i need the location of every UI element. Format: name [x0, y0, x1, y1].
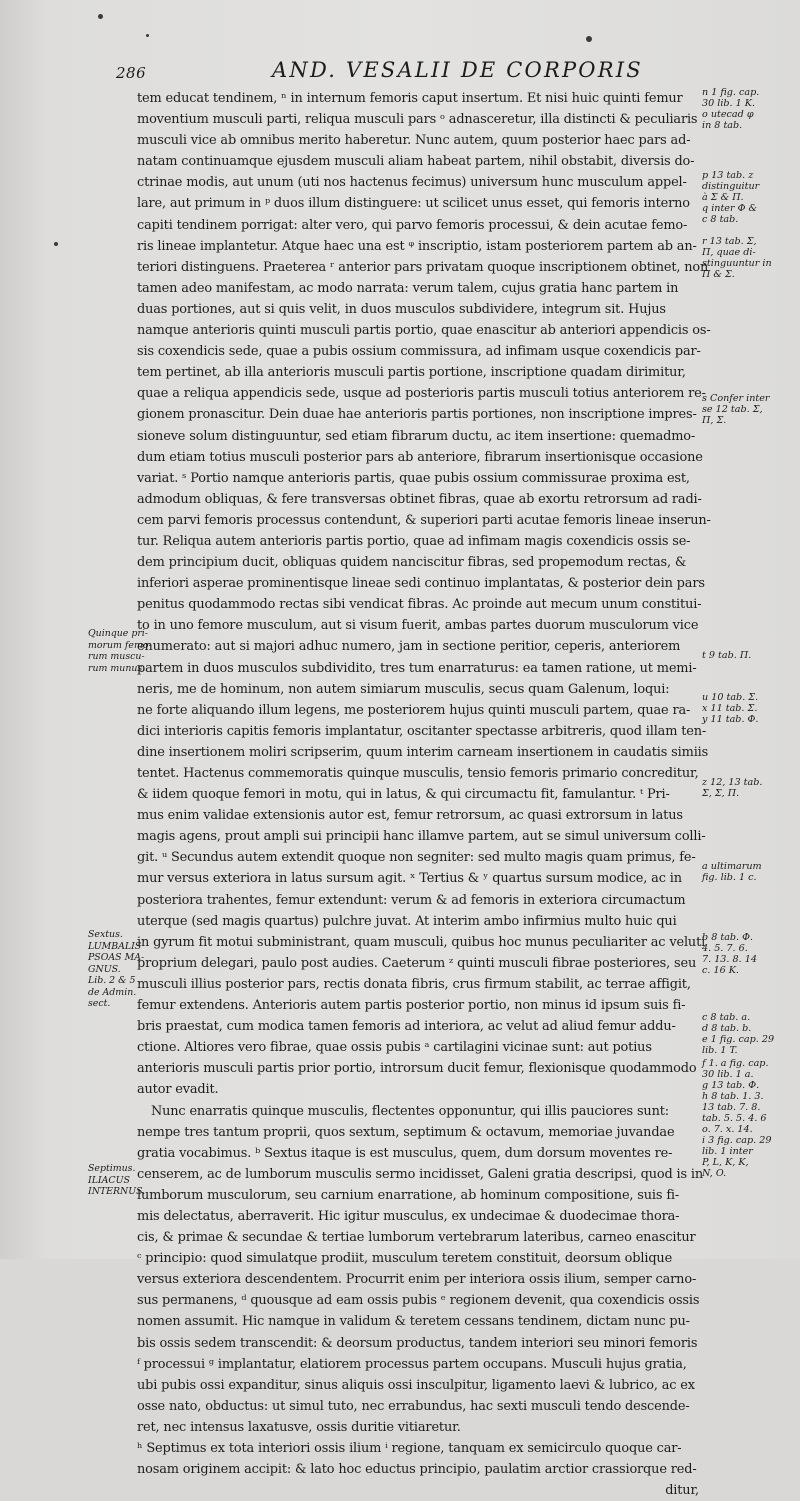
margin-note [702, 932, 796, 976]
text-line: osse nato, obductus: ut simul tuto, nec errabundus, hac sexti musculi tendo descende- [137, 1398, 690, 1414]
margin-note-line: PSOAS MA- [88, 952, 145, 963]
text-line: anterioris musculi partis prior portio, introrsum ducit femur, flexionisque quodammodo [137, 1061, 697, 1077]
text-line: ʰ Septimus ex tota interiori ossis ilium ⁱ regione, tanquam ex semicirculo quoque car- [137, 1441, 682, 1456]
text-line: sus permanens, ᵈ quousque ad eam ossis pubis ᵉ regionem devenit, qua coxendicis ossis [137, 1293, 700, 1309]
margin-note-line: 4. 5. 7. 6. [702, 943, 748, 954]
margin-note-line: b 8 tab. Φ. [702, 932, 754, 943]
text-line: nomen assumit. Hic namque in validum & teretem cessans tendinem, dictam nunc pu- [137, 1314, 690, 1330]
text-line: variat. ˢ Portio namque anterioris partis, quae pubis ossium commissurae proxima est, [137, 470, 690, 486]
margin-note-line: y 11 tab. Φ. [702, 714, 759, 725]
margin-note-line: o. 7. x. 14. [702, 1124, 753, 1135]
margin-note-line: de Admin. [88, 986, 137, 998]
margin-note-line: Quinque pri- [88, 628, 148, 639]
margin-note-line: Π, quae di- [702, 247, 756, 258]
margin-note-line: rum muscu- [88, 651, 145, 662]
text-line: uterque (sed magis quartus) pulchre juvat. At interim ambo infirmius multo huic qui [137, 913, 677, 929]
text-line: ris lineae implantetur. Atque haec una est ᵠ inscriptio, istam posteriorem partem ab an- [137, 238, 697, 254]
margin-note-line: Septimus. [88, 1163, 136, 1174]
text-line: to in uno femore musculum, aut si visum fuerit, ambas partes duorum musculorum vice [137, 618, 699, 634]
text-line: penitus quodammodo rectas sibi vendicat fibras. Ac proinde aut mecum unum constitui- [137, 597, 702, 613]
text-line: in gyrum fit motui subministrant, quam musculi, quibus hoc munus peculiariter ac veluti [137, 934, 706, 950]
text-line: admodum obliquas, & fere transversas obtinet fibras, quae ab exortu retrorsum ad radi- [137, 491, 702, 507]
ink-spot [146, 34, 149, 37]
margin-note-line: i 3 fig. cap. 29 [702, 1135, 772, 1146]
margin-note [702, 1012, 796, 1056]
text-line: Nunc enarratis quinque musculis, flectentes opponuntur, qui illis pauciores sunt: [151, 1103, 669, 1119]
text-line: sis coxendicis sede, quae a pubis ossium commissura, ad infimam usque coxendicis par- [137, 344, 701, 360]
text-line: teriori distinguens. Praeterea ʳ anterior pars privatam quoque inscriptionem obtinet, non [137, 259, 709, 275]
ink-spot [586, 36, 592, 42]
text-line: cem parvi femoris processus contendunt, & superiori parti acutae femoris lineae inserun- [137, 512, 711, 528]
text-line: tentet. Hactenus commemoratis quinque musculis, tensio femoris primario concreditur, [137, 766, 699, 781]
margin-note-line: sect. [88, 998, 111, 1009]
text-line: duas portiones, aut si quis velit, in duos musculos subdividere, integrum sit. Hujus [137, 301, 666, 317]
margin-note-line: c 8 tab. a. [702, 1012, 751, 1023]
text-line: ᶠ processui ᵍ implantatur, elatiorem processus partem occupans. Musculi hujus gratia, [137, 1356, 687, 1372]
page-number: 286 [116, 64, 147, 82]
text-line: dum etiam totius musculi posterior pars ab anteriore, fibrarum insertionisque occasione [137, 449, 703, 465]
margin-note-line: 30 lib. 1 a. [702, 1069, 754, 1080]
margin-note-line: r 13 tab. Σ, [702, 236, 757, 247]
text-line: tem educat tendinem, ⁿ in internum femoris caput insertum. Et nisi huic quinti femur [137, 91, 683, 106]
margin-note [702, 692, 796, 725]
body-text [137, 88, 711, 1501]
margin-note-line: 13 tab. 7. 8. [702, 1102, 761, 1113]
text-line: capiti tendinem porrigat: alter vero, qui parvo femoris processui, & dein acutae femo- [137, 217, 688, 233]
margin-note-line: GNUS. [88, 963, 121, 975]
text-line: nempe tres tantum proprii, quos sextum, septimum & octavum, memoriae juvandae [137, 1124, 675, 1140]
margin-note-line: lib. 1 T. [702, 1045, 738, 1056]
text-line: mis delectatus, aberraverit. Hic igitur musculus, ex undecimae & duodecimae thora- [137, 1208, 680, 1224]
margin-note-line: c 8 tab. [702, 214, 739, 225]
margin-note [702, 861, 796, 883]
text-line: ditur, [665, 1483, 699, 1499]
text-line: ᶜ principio: quod simulatque prodiit, musculum teretem constituit, deorsum oblique [137, 1251, 673, 1267]
text-line: ne forte aliquando illum legens, me posteriorem hujus quinti musculi partem, quae ra- [137, 702, 691, 718]
margin-note-line: P, L, K, K, [702, 1157, 749, 1168]
text-line: ret, nec intensus laxatusve, ossis duritie vitiaretur. [137, 1419, 461, 1435]
text-line: quae a reliqua appendicis sede, usque ad posterioris partis musculi totius anteriorem re- [137, 386, 706, 402]
margin-note-line: f 1. a fig. cap. [702, 1058, 769, 1069]
margin-note-line: a ultimarum [702, 861, 762, 872]
margin-note-line: tab. 5. 5. 4. 6 [702, 1113, 767, 1124]
margin-note-line: s Confer inter [702, 393, 770, 404]
margin-note-line: stinguuntur in [702, 258, 772, 269]
text-line: lumborum musculorum, seu carnium enarratione, ab hominum compositione, suis fi- [137, 1187, 680, 1203]
margin-note-line: o utecad φ [702, 109, 754, 120]
text-line: dine insertionem moliri scripserim, quum interim carneam insertionem in caudatis simiis [137, 744, 709, 760]
margin-note-line: INTERNUS. [88, 1186, 146, 1197]
margin-note-line: morum femo- [88, 639, 152, 651]
text-line: namque anterioris quinti musculi partis portio, quae enascitur ab anteriori appendicis os- [137, 323, 711, 339]
margin-note [702, 650, 796, 661]
text-line: git. ᵘ Secundus autem extendit quoque non segniter: sed multo magis quam primus, fe- [137, 850, 696, 866]
margin-note-line: d 8 tab. b. [702, 1023, 752, 1034]
margin-note [702, 1058, 796, 1179]
text-line: tem pertinet, ab illa anterioris musculi partis portione, inscriptione quadam dirimitur, [137, 365, 686, 381]
ink-spot [54, 242, 58, 246]
text-line: cis, & primae & secundae & tertiae lumborum vertebrarum lateribus, carneo enascitur [137, 1230, 696, 1246]
margin-note-line: distinguitur [702, 181, 760, 192]
text-line: musculi vice ab omnibus merito haberetur. Nunc autem, quum posterior haec pars ad- [137, 133, 691, 149]
text-line: & iidem quoque femori in motu, qui in latus, & qui circumactu fit, famulantur. ᵗ Pri- [137, 787, 670, 803]
text-line: gionem pronascitur. Dein duae hae anterioris partis portiones, non inscriptione impres- [137, 407, 697, 423]
margin-note-line: Sextus. [88, 929, 123, 940]
text-line: inferiori asperae prominentisque lineae sedi continuo implantatas, & posterior dein pars [137, 576, 705, 592]
text-line: natam continuamque ejusdem musculi aliam habeat partem, nihil obstabit, diversis do- [137, 154, 695, 170]
margin-note [88, 1163, 146, 1198]
margin-note-line: lib. 1 inter [702, 1146, 753, 1157]
margin-note-line: q inter Φ & [702, 203, 758, 214]
text-line: moventium musculi parti, reliqua musculi pars ᵒ adnasceretur, illa distincti & peculiaris [137, 112, 698, 128]
text-line: tur. Reliqua autem anterioris partis portio, quae ad infimam magis coxendicis ossis se- [137, 533, 691, 549]
text-line: lare, aut primum in ᵖ duos illum distinguere: ut scilicet unus esset, qui femoris interno [137, 196, 690, 212]
text-line: ubi pubis ossi expanditur, sinus aliquis ossi insculpitur, ligamento laevi & lubrico, ac ex [137, 1377, 695, 1393]
margin-note-line: ILIACUS [88, 1174, 130, 1186]
margin-note-line: Π & Σ. [702, 269, 735, 280]
margin-note-line: fig. lib. 1 c. [702, 872, 757, 883]
text-line: versus exteriora descendentem. Procurrit enim per interiora ossis ilium, semper carno- [137, 1272, 697, 1288]
margin-note-line: z 12, 13 tab. [702, 777, 763, 788]
margin-note-line: g 13 tab. Φ. [702, 1080, 760, 1091]
text-line: partem in duos musculos subdividito, tres tum enarraturus: ea tamen ratione, ut memi- [137, 660, 697, 676]
text-line: dem principium ducit, obliquas quidem nanciscitur fibras, sed propemodum rectas, & [137, 555, 687, 571]
text-line: nosam originem accipit: & lato hoc eductus principio, paulatim arctior crassiorque red- [137, 1462, 697, 1478]
text-line: enumerato: aut si majori adhuc numero, jam in sectione peritior, ceperis, anteriorem [137, 639, 681, 655]
running-head: AND. VESALII DE CORPORIS [272, 58, 643, 82]
margin-note-line: rum munus. [88, 662, 146, 674]
margin-note-line: c. 16 K. [702, 965, 739, 976]
text-line: femur extendens. Anterioris autem partis posterior portio, non minus id ipsum suis fi- [137, 998, 686, 1014]
margin-note-line: se 12 tab. Σ, [702, 404, 763, 415]
margin-note-line: t 9 tab. Π. [702, 650, 752, 661]
margin-note-line: Π, Σ. [702, 415, 727, 426]
text-line: magis agens, prout ampli sui principii hanc illamve partem, aut se simul universum colli- [137, 829, 706, 845]
margin-note [88, 929, 145, 1010]
margin-note-line: u 10 tab. Σ. [702, 692, 759, 703]
text-line: mur versus exteriora in latus sursum agit. ˣ Tertius & ʸ quartus sursum modice, ac in [137, 871, 682, 887]
margin-note-line: in 8 tab. [702, 120, 743, 131]
margin-note-line: 7. 13. 8. 14 [702, 954, 757, 965]
margin-note-line: x 11 tab. Σ. [702, 703, 758, 714]
text-line: sioneve solum distinguuntur, sed etiam fibrarum ductu, ac item insertione: quemadmo- [137, 428, 696, 444]
text-line: musculi illius posterior pars, rectis donata fibris, crus firmum stabilit, ac terrae affigit, [137, 976, 691, 992]
margin-note-line: h 8 tab. 1. 3. [702, 1091, 764, 1102]
text-line: censerem, ac de lumborum musculis sermo incidisset, Galeni gratia descripsi, quod is in [137, 1166, 704, 1182]
margin-note [702, 393, 796, 426]
margin-note [702, 170, 796, 225]
margin-note [702, 777, 796, 799]
text-line: dici interioris capitis femoris implantatur, oscitanter spectasse arbitreris, quod illam ten- [137, 723, 707, 739]
text-line: ctrinae modis, aut unum (uti nos hactenus fecimus) universum hunc musculum appel- [137, 175, 687, 191]
margin-note [702, 87, 796, 131]
margin-note-line: 30 lib. 1 K. [702, 98, 756, 109]
margin-note-line: à Σ & Π. [702, 192, 744, 203]
margin-note [88, 628, 152, 674]
margin-note-line: N, O. [702, 1168, 727, 1179]
text-line: gratia vocabimus. ᵇ Sextus itaque is est musculus, quem, dum dorsum moventes re- [137, 1145, 673, 1161]
text-line: neris, me de hominum, non autem simiarum musculis, secus quam Galenum, loqui: [137, 681, 670, 697]
text-line: proprium delegari, paulo post audies. Caeterum ᶻ quinti musculi fibrae posteriores, seu [137, 955, 697, 971]
margin-note [702, 236, 796, 280]
margin-note-line: LUMBALIS [88, 940, 142, 952]
text-line: bis ossis sedem transcendit: & deorsum productus, tandem interiori seu minori femoris [137, 1335, 698, 1351]
text-line: tamen adeo manifestam, ac modo narrata: verum talem, cujus gratia hanc partem in [137, 280, 679, 296]
text-line: autor evadit. [137, 1082, 219, 1098]
margin-note-line: e 1 fig. cap. 29 [702, 1034, 775, 1045]
text-line: posteriora trahentes, femur extendunt: verum & ad femoris in exteriora circumactum [137, 892, 686, 908]
margin-note-line: n 1 fig. cap. [702, 87, 760, 98]
text-line: ctione. Altiores vero fibrae, quae ossis pubis ᵃ cartilagini vicinae sunt: aut potius [137, 1040, 652, 1056]
margin-note-line: Lib. 2 & 5 [88, 975, 136, 986]
margin-note-line: Σ, Σ, Π. [702, 788, 740, 799]
text-line: bris praestat, cum modica tamen femoris ad interiora, ac velut ad aliud femur addu- [137, 1019, 676, 1035]
ink-spot [98, 14, 103, 19]
text-line: mus enim validae extensionis autor est, femur retrorsum, ac quasi extrorsum in latus [137, 808, 683, 824]
margin-note-line: p 13 tab. z [702, 170, 754, 181]
